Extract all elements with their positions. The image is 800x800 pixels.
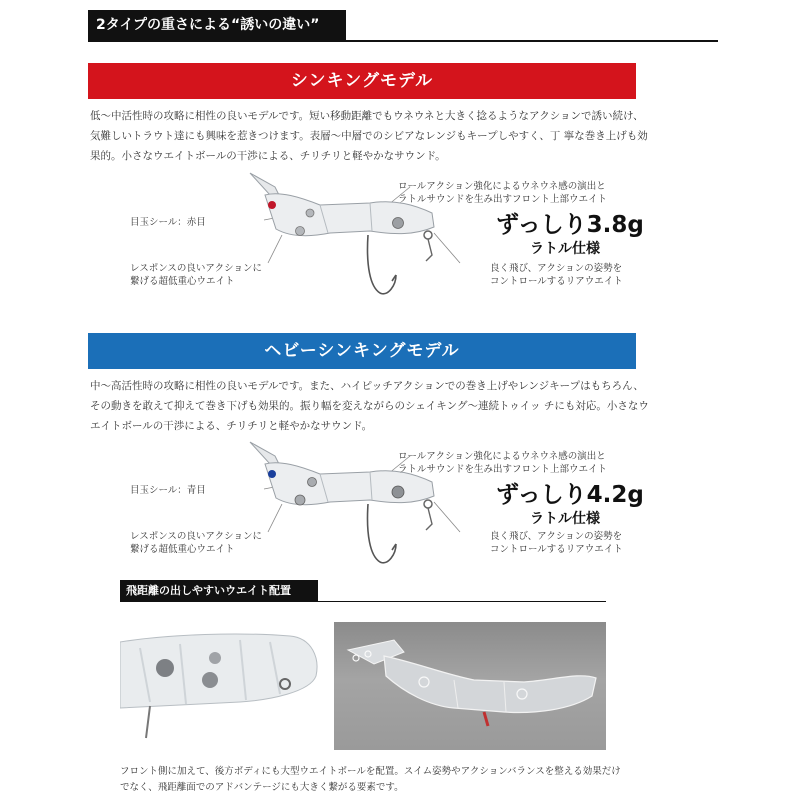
note-line: ラトルサウンドを生み出すフロント上部ウエイト — [398, 464, 608, 475]
heavy-desc-line: エイトボールの干渉による、チリチリと軽やかなサウンド。 — [90, 420, 373, 432]
footer-line: でなく、飛距離面でのアドバンテージにも大きく繋がる要素です。 — [120, 782, 404, 793]
sinking-rear-weight-note — [490, 262, 623, 288]
eye-sticker-label: 目玉シール：赤目 — [130, 217, 206, 228]
sinking-roll-note — [398, 180, 607, 206]
note-line: ロールアクション強化によるウネウネ感の演出と — [398, 451, 606, 462]
note-line: コントロールするリアウエイト — [490, 544, 623, 555]
heavy-roll-note — [398, 450, 607, 476]
heavy-desc-line: その動きを敢えて抑えて巻き下げも効果的。振り幅を変えながらのシェイキング〜連続トゥイッ チにも対応。小さなウ — [90, 400, 649, 412]
heavy-desc-line: 中〜高活性時の攻略に相性の良いモデルです。また、ハイピッチアクションでの巻き上げやレンジキープはもちろん、 — [90, 380, 644, 392]
note-line: 良く飛び、アクションの姿勢を — [490, 531, 623, 542]
note-line: ロールアクション強化によるウネウネ感の演出と — [398, 181, 606, 192]
heavy-spec: ラトル仕様 — [530, 511, 600, 527]
lure-xray-photo — [334, 622, 606, 750]
sinking-description — [90, 106, 720, 166]
red-eye-sticker — [268, 201, 276, 209]
section-title: 2タイプの重さによる“誘いの違い” — [88, 10, 346, 40]
distance-description — [120, 764, 720, 796]
lure-closeup-shape — [120, 628, 320, 750]
note-line: 良く飛び、アクションの姿勢を — [490, 263, 623, 274]
sinking-desc-line: 低〜中活性時の攻略に相性の良いモデルです。短い移動距離でもウネウネと大きく捻るようなアクションで誘い続け、 — [90, 110, 644, 122]
sinking-model-banner: シンキングモデル — [88, 63, 636, 99]
sinking-low-weight-note — [130, 262, 262, 288]
note-line: コントロールするリアウエイト — [490, 276, 623, 287]
note-line: ラトルサウンドを生み出すフロント上部ウエイト — [398, 194, 608, 205]
note-line: 繋げる超低重心ウエイト — [130, 276, 235, 287]
sinking-spec: ラトル仕様 — [530, 241, 600, 257]
lure-xray-shape — [334, 622, 606, 750]
heavy-low-weight-note — [130, 530, 262, 556]
note-line: 繋げる超低重心ウエイト — [130, 544, 235, 555]
sinking-desc-line: 気難しいトラウト達にも興味を惹きつけます。表層〜中層でのシビアなレンジもキープしやすく、丁 寧な巻き上げも効 — [90, 130, 648, 142]
note-line: レスポンスの良いアクションに — [130, 263, 262, 274]
sinking-weight: ずっしり3.8g — [496, 212, 644, 238]
heavy-weight: ずっしり4.2g — [496, 482, 644, 508]
header-divider — [88, 40, 718, 42]
footer-line: フロント側に加えて、後方ボディにも大型ウエイトボールを配置。スイム姿勢やアクションバランスを整える効果だけ — [120, 766, 621, 777]
note-line: レスポンスの良いアクションに — [130, 531, 262, 542]
blue-eye-sticker — [268, 470, 276, 478]
eye-sticker-label: 目玉シール：青目 — [130, 485, 206, 496]
lure-closeup-photo — [120, 628, 320, 750]
distance-section-title: 飛距離の出しやすいウエイト配置 — [120, 580, 318, 602]
heavy-description — [90, 376, 720, 436]
heavy-sinking-model-banner: ヘビーシンキングモデル — [88, 333, 636, 369]
heavy-eye-label — [130, 484, 206, 497]
sinking-eye-label — [130, 216, 206, 229]
sinking-desc-line: 果的。小さなウエイトボールの干渉による、チリチリと軽やかなサウンド。 — [90, 150, 446, 162]
distance-divider — [120, 601, 606, 602]
heavy-rear-weight-note — [490, 530, 623, 556]
